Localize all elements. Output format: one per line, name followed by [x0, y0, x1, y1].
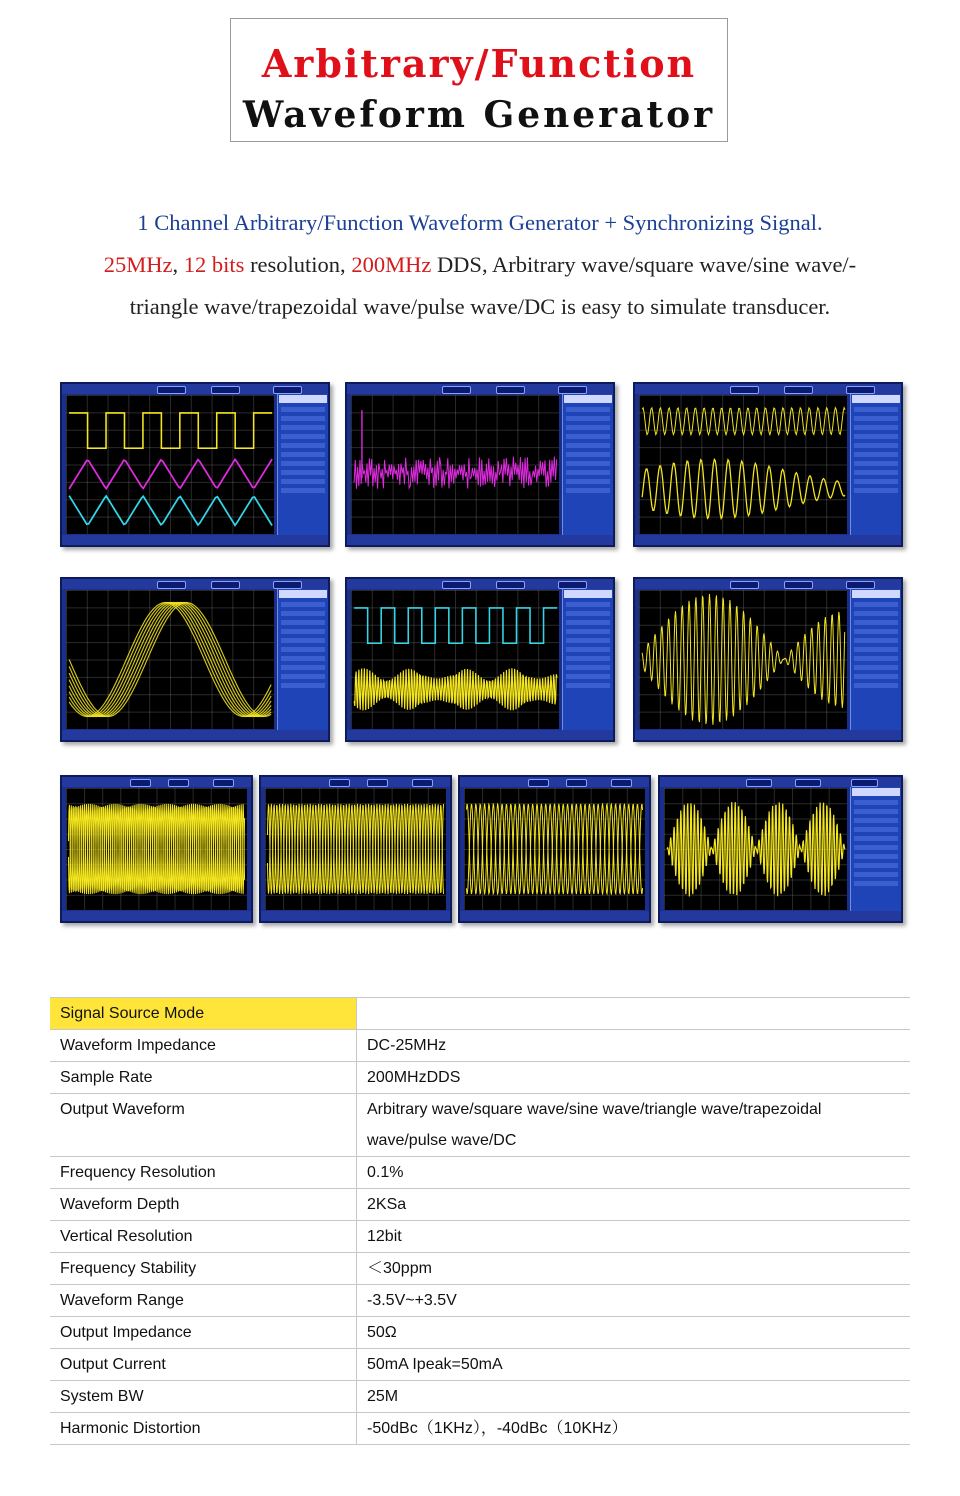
spec-value — [357, 1062, 911, 1094]
oscilloscope-screenshot — [658, 775, 903, 923]
persist-trace — [69, 603, 271, 717]
scope-trace — [62, 384, 328, 545]
title-box — [230, 18, 728, 142]
oscilloscope-screenshot — [633, 382, 903, 547]
beat-trace — [642, 594, 845, 725]
intro-res: resolution, — [244, 252, 352, 277]
spec-value — [357, 1157, 911, 1189]
spec-row — [50, 1062, 910, 1094]
magenta-triangle-trace — [69, 459, 272, 489]
spec-value-text: 0.1% — [367, 1164, 404, 1181]
spec-value-text: 50mA Ipeak=50mA — [367, 1356, 503, 1373]
lobes-trace — [667, 802, 845, 896]
title-line-1: Arbitrary/Function — [261, 41, 697, 86]
dense-trace-a — [466, 804, 642, 894]
oscilloscope-screenshot — [60, 775, 253, 923]
spec-value-text: ＜30ppm — [367, 1260, 432, 1277]
scope-trace — [62, 579, 328, 740]
spec-value-text: 200MHzDDS — [367, 1069, 461, 1086]
spec-label: Waveform Impedance — [50, 1030, 357, 1062]
zoom-detail-trace — [642, 459, 845, 518]
intro-line-1: 1 Channel Arbitrary/Function Waveform Generator + Synchronizing Signal. — [137, 210, 823, 235]
spec-value — [357, 1285, 911, 1317]
spec-label: Output Current — [50, 1349, 357, 1381]
spec-row — [50, 1157, 910, 1189]
dense-trace-b — [466, 804, 642, 894]
intro-freq: 25MHz — [103, 252, 173, 277]
intro-line-3: triangle wave/trapezoidal wave/pulse wave/DC is easy to simulate transducer. — [129, 294, 831, 319]
scope-trace — [261, 777, 450, 921]
scope-trace — [347, 384, 613, 545]
spec-row — [50, 1030, 910, 1062]
persist-trace — [69, 603, 271, 717]
spec-header-value — [357, 998, 911, 1030]
spec-label: Frequency Resolution — [50, 1157, 357, 1189]
spec-label: Sample Rate — [50, 1062, 357, 1094]
spec-value — [357, 1221, 911, 1253]
spec-value-text: -3.5V~+3.5V — [367, 1292, 457, 1309]
spec-label: Harmonic Distortion — [50, 1413, 357, 1445]
oscilloscope-screenshot — [259, 775, 452, 923]
scope-trace — [635, 579, 901, 740]
spec-header-label: Signal Source Mode — [50, 998, 357, 1030]
scope-trace — [660, 777, 901, 921]
spec-value-text: Arbitrary wave/square wave/sine wave/triangle wave/trapezoidal — [367, 1101, 822, 1118]
persist-trace — [69, 603, 271, 717]
zoom-overview-trace — [642, 408, 845, 435]
spec-label: Waveform Depth — [50, 1189, 357, 1221]
intro-line-2 — [40, 254, 920, 277]
intro-waves: DDS, Arbitrary wave/square wave/sine wave/- — [431, 252, 857, 277]
spec-value — [357, 1253, 911, 1285]
spec-value-text: 12bit — [367, 1228, 402, 1245]
spec-value — [357, 1413, 911, 1445]
oscilloscope-screenshot — [60, 382, 330, 547]
spec-value — [357, 1349, 911, 1381]
oscilloscope-screenshot — [60, 577, 330, 742]
spec-row — [50, 1413, 910, 1445]
persist-trace — [69, 603, 271, 717]
persist-trace — [69, 603, 271, 717]
cyan-triangle-trace — [69, 496, 272, 526]
spec-row — [50, 1285, 910, 1317]
scope-trace — [460, 777, 649, 921]
cyan-square-trace — [354, 608, 557, 643]
intro-bits: 12 bits — [183, 252, 245, 277]
spec-value-text: 25M — [367, 1388, 399, 1405]
spec-value — [357, 1189, 911, 1221]
persist-trace — [69, 603, 271, 717]
spec-row — [50, 1094, 910, 1157]
spec-value-text: DC-25MHz — [367, 1037, 447, 1054]
persist-trace — [69, 603, 271, 717]
persist-trace — [69, 603, 271, 717]
oscilloscope-screenshot — [345, 382, 615, 547]
spec-value-text: 2KSa — [367, 1196, 407, 1213]
spec-row — [50, 1253, 910, 1285]
spec-table — [50, 997, 910, 1445]
scope-trace — [347, 579, 613, 740]
spec-value-text: 50Ω — [367, 1324, 397, 1341]
spec-label: Frequency Stability — [50, 1253, 357, 1285]
title-line-2: Waveform Generator — [242, 94, 716, 136]
spec-value-text: -50dBc（1KHz），-40dBc（10KHz） — [367, 1420, 628, 1437]
intro-dds-freq: 200MHz — [351, 252, 432, 277]
yellow-am-trace — [354, 668, 557, 710]
spec-row — [50, 1317, 910, 1349]
intro-sep: , — [172, 252, 184, 277]
spec-header-row — [50, 998, 910, 1030]
oscilloscope-screenshot — [633, 577, 903, 742]
spec-row — [50, 1189, 910, 1221]
spec-value — [357, 1030, 911, 1062]
spec-value — [357, 1317, 911, 1349]
magenta-fft-trace — [354, 456, 557, 488]
spec-label: Output Impedance — [50, 1317, 357, 1349]
spec-value-text-2: wave/pulse wave/DC — [367, 1132, 517, 1149]
scope-trace — [62, 777, 251, 921]
spec-value — [357, 1094, 911, 1157]
yellow-square-trace — [69, 413, 272, 448]
spec-row — [50, 1349, 910, 1381]
spec-label: System BW — [50, 1381, 357, 1413]
spec-value — [357, 1381, 911, 1413]
oscilloscope-screenshot — [458, 775, 651, 923]
spec-label: Output Waveform — [50, 1094, 357, 1157]
spec-label: Waveform Range — [50, 1285, 357, 1317]
scope-trace — [635, 384, 901, 545]
spec-row — [50, 1221, 910, 1253]
spec-label: Vertical Resolution — [50, 1221, 357, 1253]
oscilloscope-screenshot — [345, 577, 615, 742]
spec-row — [50, 1381, 910, 1413]
